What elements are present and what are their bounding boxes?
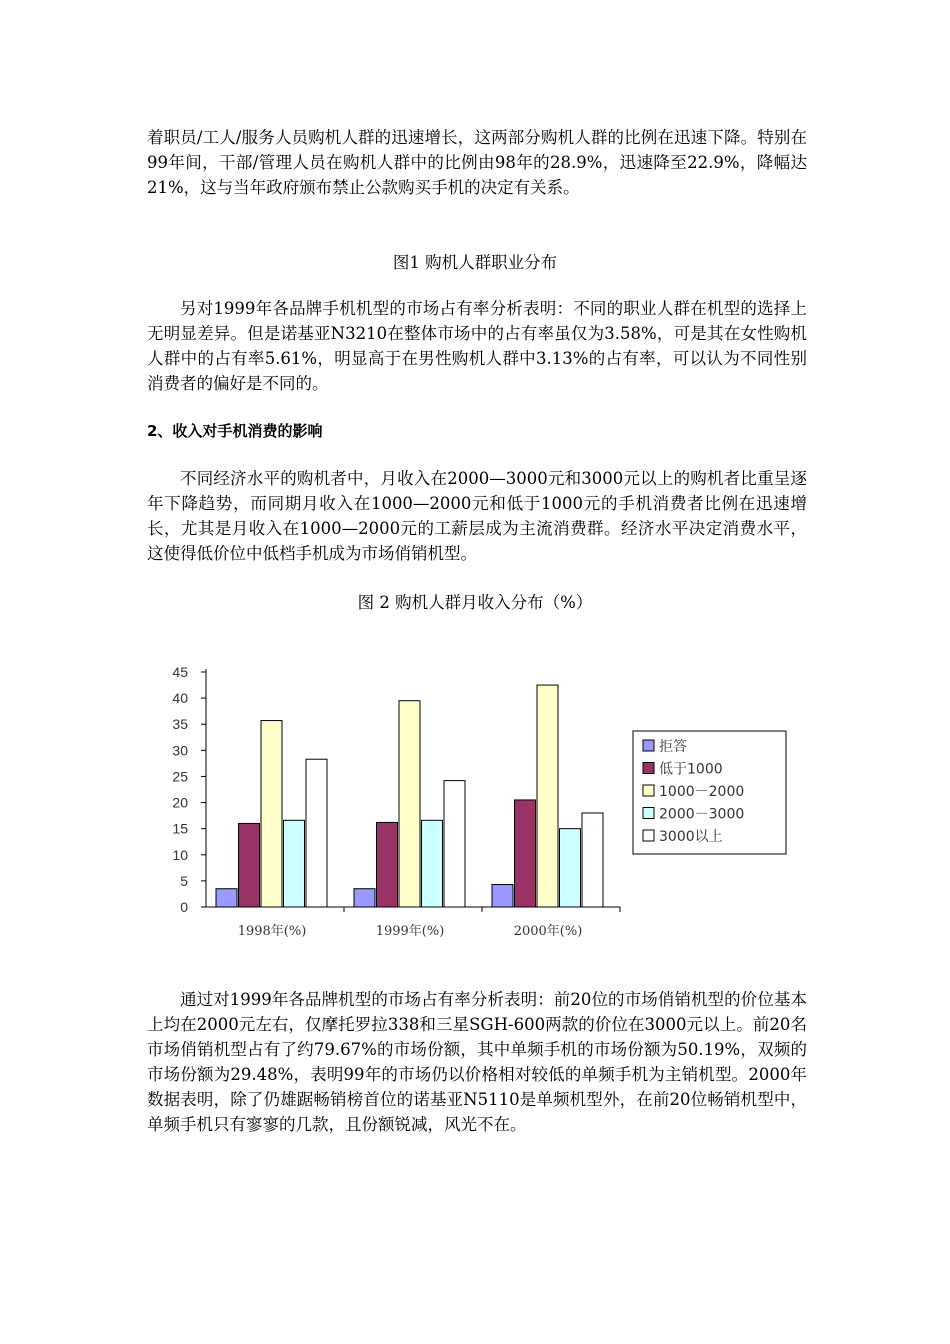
bar (582, 813, 603, 907)
paragraph-4: 通过对1999年各品牌机型的市场占有率分析表明：前20位的市场俏销机型的价位基本上均在2000元左右，仅摩托罗拉338和三星SGH-600两款的价位在3000元以上。前20名市场俏销机型占有了约79.67%的市场份额，其中单频手机的市场份额为50.19%，双频的市场份额为29.48%，表明99年的市场仍以价格相对较低的单频手机为主销机型。2000年数据表明，除了仍雄踞畅销榜首位的诺基亚N5110是单频机型外，在前20位畅销机型中，单频手机只有寥寥的几款，且份额锐减，风光不在。 (147, 990, 807, 1134)
y-tick-label: 20 (172, 794, 188, 811)
income-chart (150, 657, 790, 952)
x-category-label: 1999年(%) (375, 924, 445, 939)
bar (239, 823, 260, 907)
bar (377, 822, 398, 907)
y-tick-label: 10 (172, 846, 188, 863)
bar (492, 885, 513, 907)
x-category-label: 2000年(%) (513, 924, 583, 939)
legend-label: 拒答 (659, 739, 687, 755)
y-tick-label: 40 (172, 690, 188, 707)
bar (422, 820, 443, 907)
y-tick-label: 15 (172, 820, 188, 837)
y-tick-label: 45 (172, 664, 188, 680)
legend-swatch (643, 808, 654, 819)
legend-swatch (643, 830, 654, 841)
legend-swatch (643, 740, 654, 751)
legend-swatch (643, 785, 654, 796)
y-tick-label: 35 (172, 716, 188, 733)
legend-swatch (643, 763, 654, 774)
income-chart-svg (150, 657, 790, 952)
bar (261, 721, 282, 907)
bar (515, 800, 536, 907)
bar (354, 889, 375, 907)
legend-label: 2000－3000 (659, 806, 745, 823)
bar (560, 829, 581, 907)
y-tick-label: 30 (172, 742, 188, 759)
bar (537, 685, 558, 907)
section-2-heading: 2、收入对手机消费的影响 (147, 422, 323, 440)
paragraph-1: 着职员/工人/服务人员购机人群的迅速增长，这两部分购机人群的比例在迅速下降。特别在99年间，干部/管理人员在购机人群中的比例由98年的28.9%，迅速降至22.9%，降幅达21%，这与当年政府颁布禁止公款购买手机的决定有关系。 (147, 128, 807, 197)
legend-label: 3000以上 (659, 829, 723, 845)
y-tick-label: 25 (172, 768, 188, 785)
legend-label: 低于1000 (659, 761, 723, 778)
bar (306, 759, 327, 907)
figure-1-caption: 图1 购机人群职业分布 (392, 253, 558, 272)
paragraph-2: 另对1999年各品牌手机机型的市场占有率分析表明：不同的职业人群在机型的选择上无明显差异。但是诺基亚N3210在整体市场中的占有率虽仅为3.58%，可是其在女性购机人群中的占有率5.61%，明显高于在男性购机人群中3.13%的占有率，可以认为不同性别消费者的偏好是不同的。 (147, 299, 807, 393)
legend-label: 1000－2000 (659, 784, 745, 800)
bar (284, 820, 305, 907)
bar (216, 889, 237, 907)
paragraph-3: 不同经济水平的购机者中，月收入在2000—3000元和3000元以上的购机者比重呈逐年下降趋势，而同期月收入在1000—2000元和低于1000元的手机消费者比例在迅速增长，尤其是月收入在1000—2000元的工薪层成为主流消费群。经济水平决定消费水平，这使得低价位中低档手机成为市场俏销机型。 (147, 469, 807, 563)
bar (444, 781, 465, 907)
figure-2-caption: 图 2 购机人群月收入分布（%） (357, 593, 593, 612)
y-tick-label: 0 (180, 899, 188, 915)
bar (399, 701, 420, 907)
y-tick-label: 5 (180, 872, 188, 889)
x-category-label: 1998年(%) (237, 924, 307, 939)
